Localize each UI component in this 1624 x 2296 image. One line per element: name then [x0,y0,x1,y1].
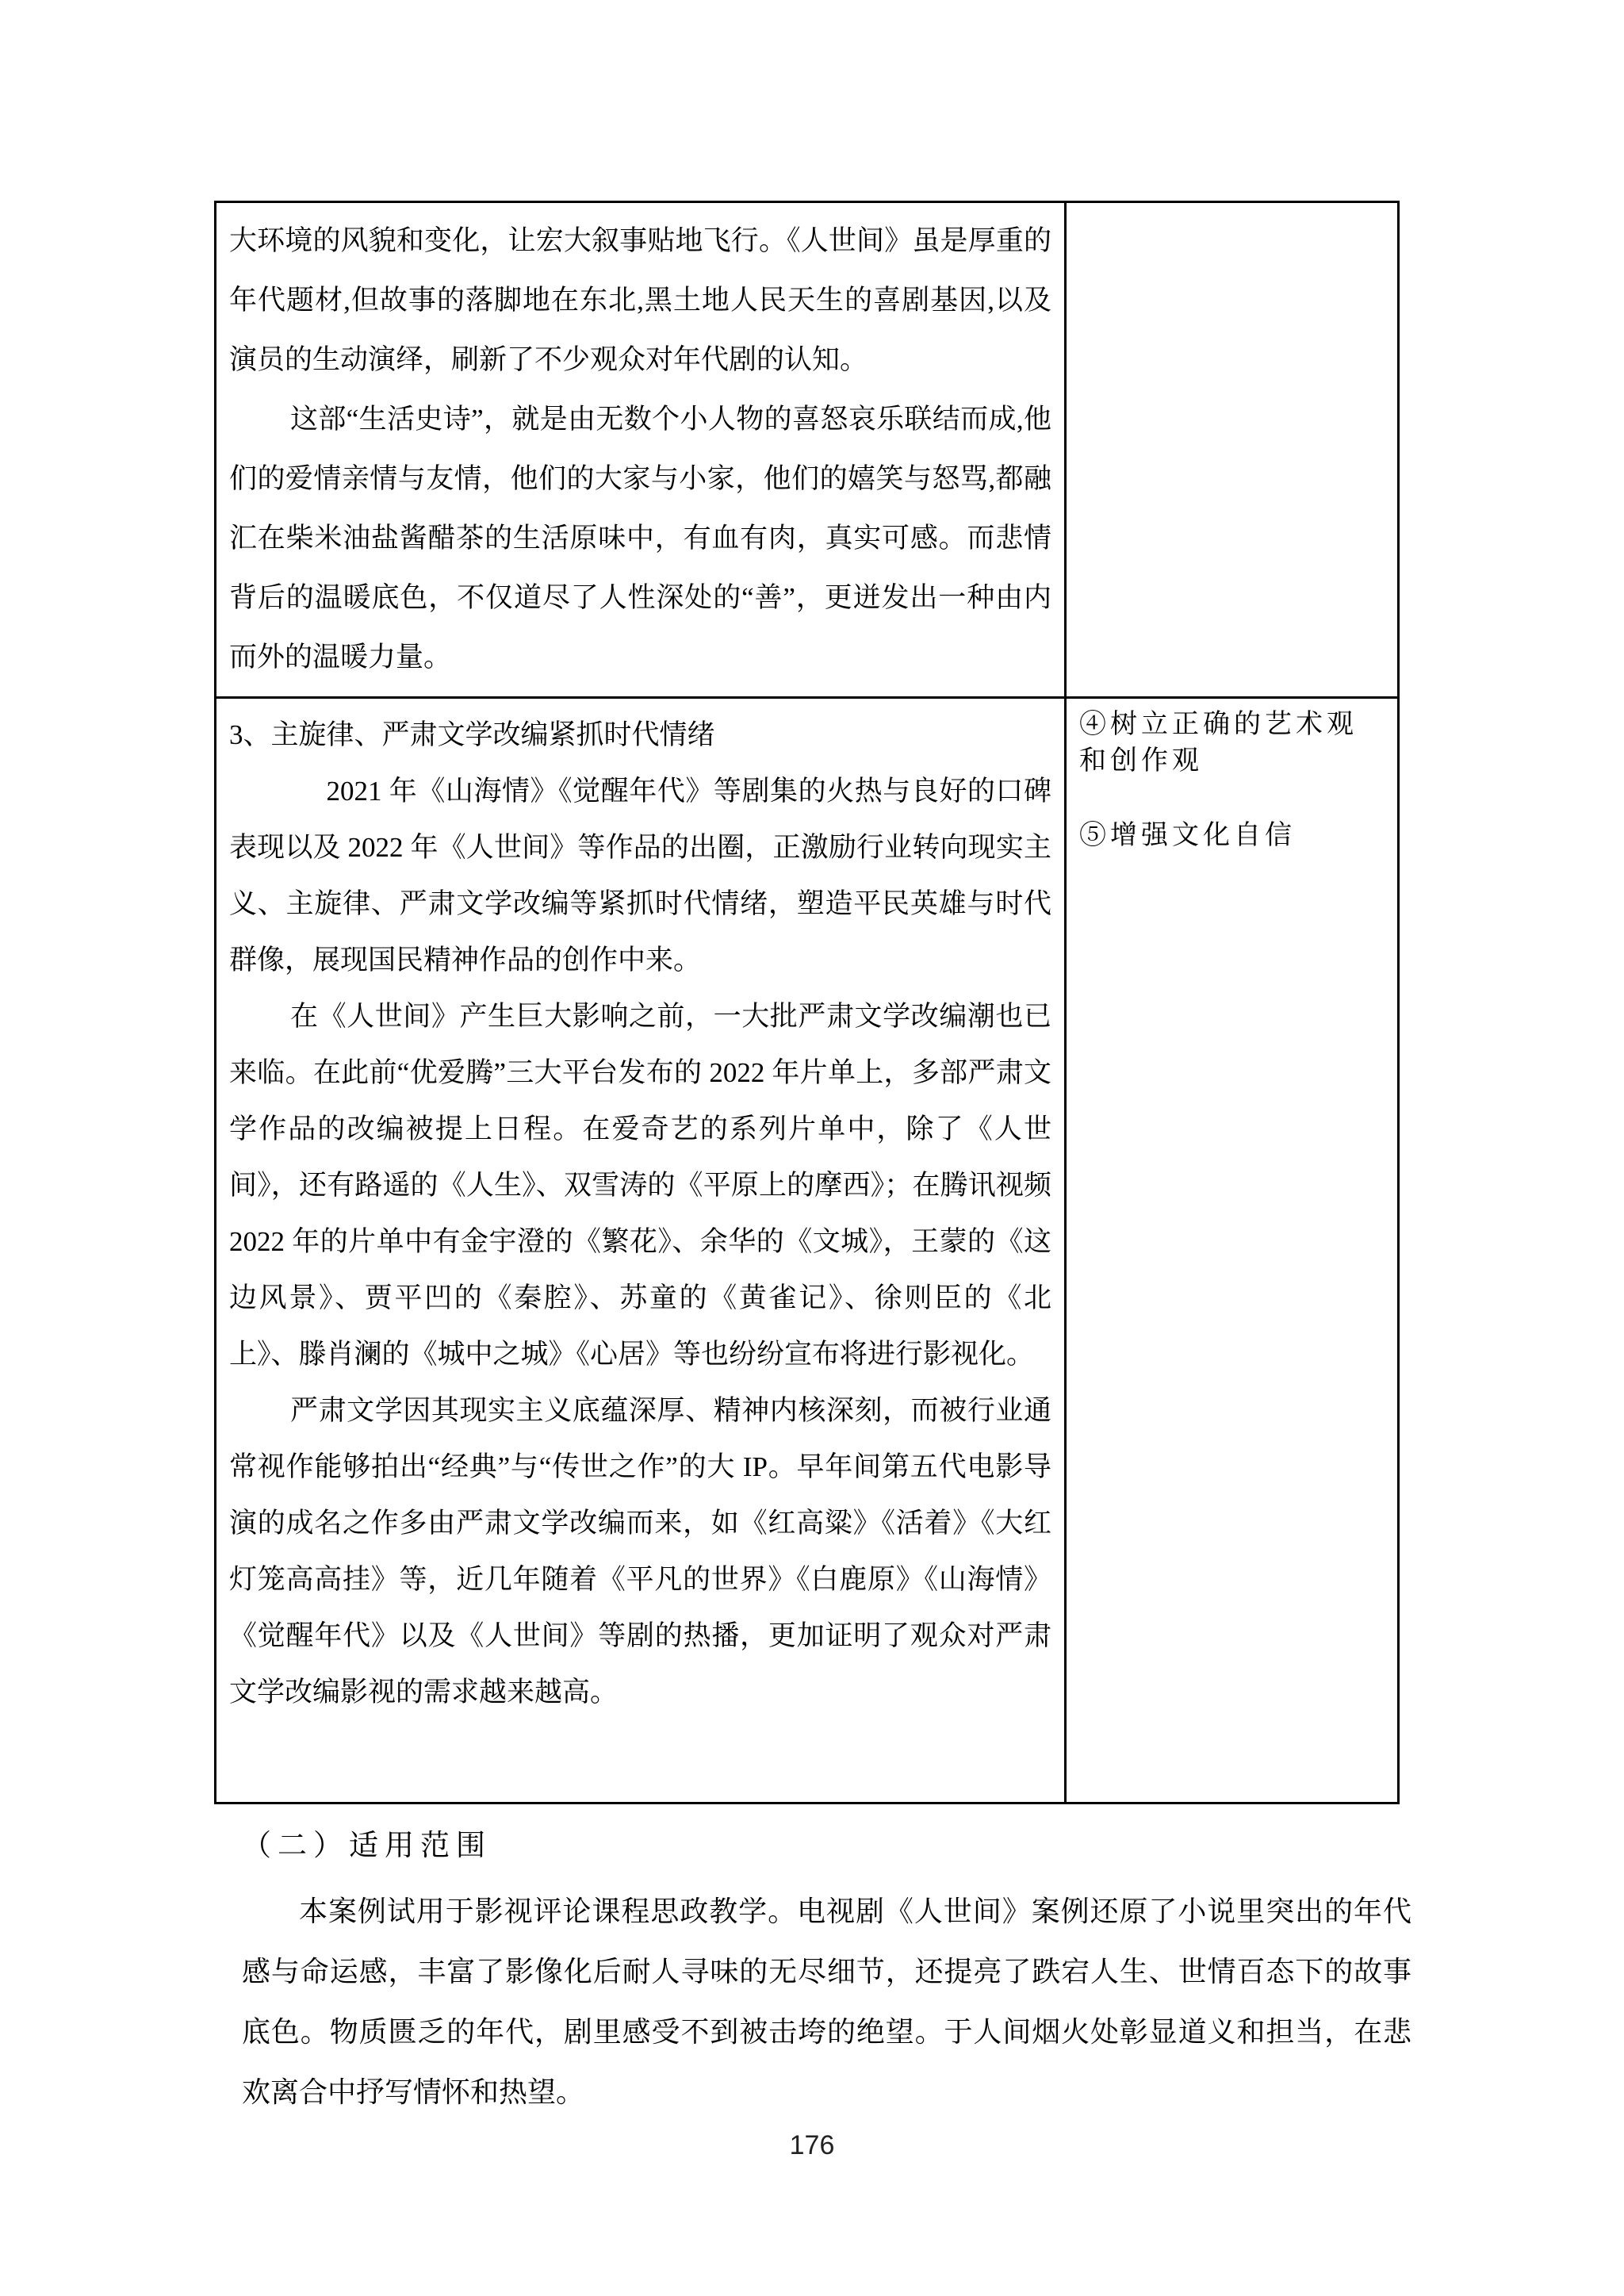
row-heading: 3、主旋律、严肃文学改编紧抓时代情绪 [229,719,715,750]
table-row [216,698,1399,1803]
section-body: 本案例试用于影视评论课程思政教学。电视剧《人世间》案例还原了小说里突出的年代感与命运感，丰富了影像化后耐人寻味的无尽细节，还提亮了跌宕人生、世情百态下的故事底色。物质匮乏的年代，剧里感受不到被击垮的绝望。于人间烟火处彰显道义和担当，在悲欢离合中抒写情怀和热望。 [242,1895,1411,2108]
paragraph: 大环境的风貌和变化，让宏大叙事贴地飞行。《人世间》虽是厚重的年代题材,但故事的落脚地在东北,黑土地人民天生的喜剧基因,以及演员的生动演绎，刷新了不少观众对年代剧的认知。 [229,225,1051,375]
section-heading: （二）适用范围 [242,1830,492,1862]
paragraph: 严肃文学因其现实主义底蕴深厚、精神内核深刻，而被行业通常视作能够拍出“经典”与“传世之作”的大 IP。早年间第五代电影导演的成名之作多由严肃文学改编而来，如《红高粱》《活着》《大红灯笼高高挂》等，近几年随着《平凡的世界》《白鹿原》《山海情》《觉醒年代》以及《人世间》等剧的热播，更加证明了观众对严肃文学改编影视的需求越来越高。 [229,1395,1051,1708]
table-cell-notes-empty [1066,202,1399,698]
paragraph: 在《人世间》产生巨大影响之前，一大批严肃文学改编潮也已来临。在此前“优爱腾”三大平台发布的 2022 年片单上，多部严肃文学作品的改编被提上日程。在爱奇艺的系列片单中，除了《人世间》，还有路遥的《人生》、双雪涛的《平原上的摩西》；在腾讯视频 2022 年的片单中有金宇澄的《繁花》、余华的《文城》，王蒙的《这边风景》、贾平凹的《秦腔》、苏童的《黄雀记》、徐则臣的《北上》、滕肖澜的《城中之城》《心居》等也纷纷宣布将进行影视化。 [229,1001,1051,1370]
table-cell-content [216,698,1066,1803]
page-number: 176 [789,2130,835,2160]
case-analysis-table [214,201,1400,1804]
paragraph: 这部“生活史诗”，就是由无数个小人物的喜怒哀乐联结而成,他们的爱情亲情与友情，他们的大家与小家，他们的嬉笑与怒骂,都融汇在柴米油盐酱醋茶的生活原味中，有血有肉，真实可感。而悲情背后的温暖底色，不仅道尽了人性深处的“善”，更迸发出一种由内而外的温暖力量。 [229,404,1051,673]
note-item: ④树立正确的艺术观和创作观 [1079,710,1358,776]
scope-section [242,1826,1411,2122]
note-item: ⑤增强文化自信 [1079,821,1296,850]
table-cell-notes [1066,698,1399,1803]
table-cell-content [216,202,1066,698]
table-row [216,202,1399,698]
paragraph: 2021 年《山海情》《觉醒年代》等剧集的火热与良好的口碑表现以及 2022 年《人世间》等作品的出圈，正激励行业转向现实主义、主旋律、严肃文学改编等紧抓时代情绪，塑造平民英雄与时代群像，展现国民精神作品的创作中来。 [229,776,1051,976]
